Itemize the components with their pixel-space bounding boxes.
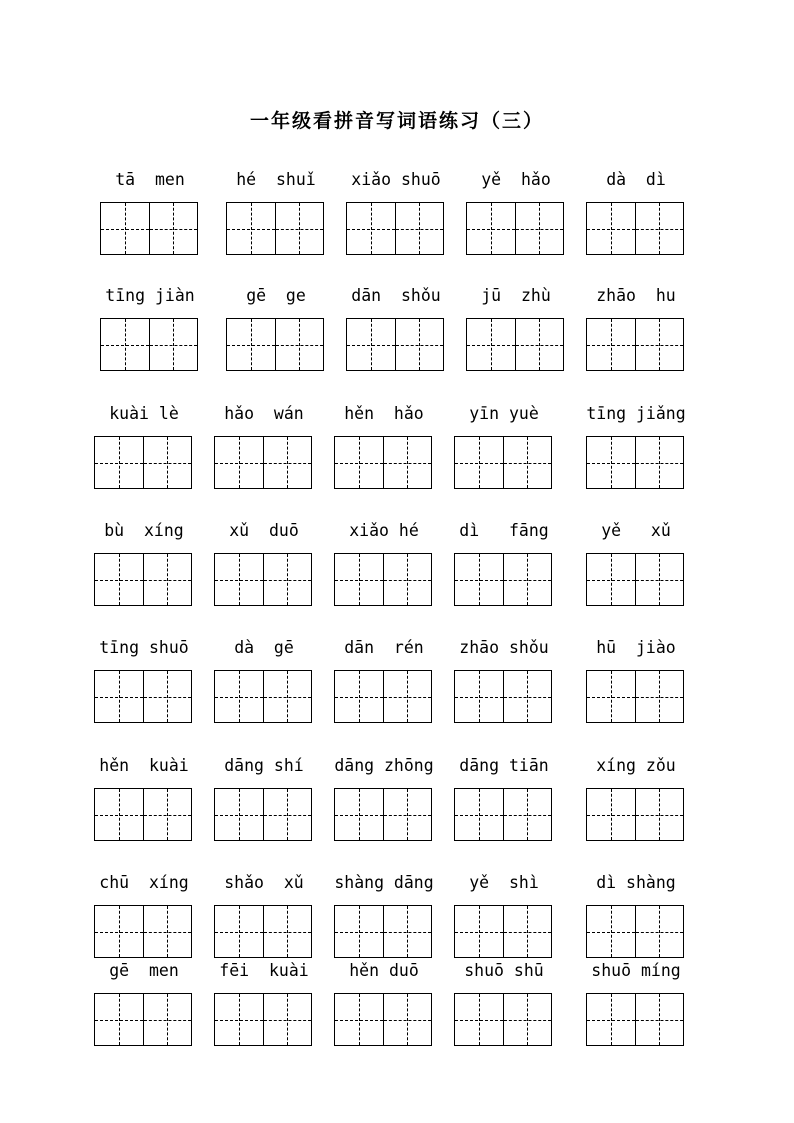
character-box[interactable] [263, 671, 312, 722]
word-item [454, 756, 554, 846]
word-item [94, 521, 194, 611]
pinyin-label: fēi kuài [219, 961, 309, 980]
pinyin-label: dān shǒu [351, 286, 441, 305]
word-item [466, 286, 566, 376]
word-item [334, 961, 434, 1051]
character-box[interactable] [143, 906, 192, 957]
pinyin-label: jū zhù [481, 286, 551, 305]
character-box[interactable] [395, 319, 444, 370]
word-item [94, 961, 194, 1051]
character-box[interactable] [149, 203, 198, 254]
character-box[interactable] [587, 203, 635, 254]
character-box[interactable] [587, 789, 635, 840]
character-box[interactable] [503, 789, 552, 840]
word-item [214, 638, 314, 728]
writing-grid [100, 318, 198, 371]
word-item [586, 756, 686, 846]
character-box[interactable] [635, 789, 684, 840]
character-box[interactable] [95, 789, 143, 840]
writing-grid [226, 318, 324, 371]
character-box[interactable] [383, 437, 432, 488]
character-box[interactable] [275, 319, 324, 370]
pinyin-label: gē ge [246, 286, 306, 305]
writing-grid [454, 670, 552, 723]
writing-grid [466, 202, 564, 255]
character-box[interactable] [263, 554, 312, 605]
pinyin-label: tā men [115, 170, 185, 189]
pinyin-label: dāng tiān [459, 756, 549, 775]
pinyin-label: dì fāng [459, 521, 549, 540]
character-box[interactable] [587, 437, 635, 488]
character-box[interactable] [263, 994, 312, 1045]
word-item [100, 170, 200, 260]
writing-grid [94, 905, 192, 958]
pinyin-label: dà gē [234, 638, 294, 657]
pinyin-label: bù xíng [104, 521, 184, 540]
word-item [466, 170, 566, 260]
word-item [586, 638, 686, 728]
character-box[interactable] [95, 437, 143, 488]
word-item [94, 638, 194, 728]
writing-grid [586, 553, 684, 606]
character-box[interactable] [455, 437, 503, 488]
writing-grid [334, 436, 432, 489]
character-box[interactable] [347, 203, 395, 254]
character-box[interactable] [503, 671, 552, 722]
character-box[interactable] [383, 789, 432, 840]
character-box[interactable] [455, 994, 503, 1045]
character-box[interactable] [95, 671, 143, 722]
character-box[interactable] [455, 671, 503, 722]
pinyin-label: shàng dāng [334, 873, 434, 892]
character-box[interactable] [227, 319, 275, 370]
character-box[interactable] [383, 906, 432, 957]
word-item [334, 873, 434, 963]
pinyin-label: yě hǎo [481, 170, 551, 189]
pinyin-label: hěn hǎo [344, 404, 424, 423]
character-box[interactable] [215, 994, 263, 1045]
pinyin-label: xǔ duō [229, 521, 299, 540]
character-box[interactable] [263, 789, 312, 840]
character-box[interactable] [149, 319, 198, 370]
word-item [214, 873, 314, 963]
word-item [334, 756, 434, 846]
writing-grid [466, 318, 564, 371]
character-box[interactable] [143, 994, 192, 1045]
writing-grid [94, 436, 192, 489]
word-item [454, 961, 554, 1051]
pinyin-label: kuài lè [109, 404, 179, 423]
character-box[interactable] [263, 906, 312, 957]
pinyin-label: dān rén [344, 638, 424, 657]
word-item [226, 170, 326, 260]
character-box[interactable] [143, 671, 192, 722]
writing-grid [454, 993, 552, 1046]
word-item [454, 638, 554, 728]
word-item [346, 170, 446, 260]
word-item [214, 961, 314, 1051]
pinyin-label: dāng shí [224, 756, 304, 775]
writing-grid [346, 318, 444, 371]
writing-grid [214, 905, 312, 958]
pinyin-label: xíng zǒu [596, 756, 676, 775]
character-box[interactable] [335, 671, 383, 722]
writing-grid [214, 788, 312, 841]
pinyin-label: hěn duō [349, 961, 419, 980]
pinyin-label: dà dì [606, 170, 666, 189]
pinyin-label: hé shuǐ [236, 170, 316, 189]
character-box[interactable] [335, 789, 383, 840]
character-box[interactable] [215, 554, 263, 605]
writing-grid [586, 788, 684, 841]
writing-grid [334, 553, 432, 606]
writing-grid [586, 670, 684, 723]
word-item [334, 521, 434, 611]
character-box[interactable] [101, 319, 149, 370]
character-box[interactable] [335, 994, 383, 1045]
character-box[interactable] [467, 203, 515, 254]
character-box[interactable] [227, 203, 275, 254]
writing-grid [94, 993, 192, 1046]
character-box[interactable] [143, 789, 192, 840]
writing-grid [454, 788, 552, 841]
character-box[interactable] [635, 671, 684, 722]
character-box[interactable] [455, 906, 503, 957]
character-box[interactable] [587, 554, 635, 605]
writing-grid [454, 436, 552, 489]
pinyin-label: tīng shuō [99, 638, 189, 657]
writing-grid [214, 553, 312, 606]
word-item [586, 404, 686, 494]
writing-grid [334, 993, 432, 1046]
word-item [346, 286, 446, 376]
writing-grid [334, 905, 432, 958]
word-item [94, 873, 194, 963]
character-box[interactable] [347, 319, 395, 370]
character-box[interactable] [383, 554, 432, 605]
pinyin-label: chū xíng [99, 873, 189, 892]
character-box[interactable] [587, 319, 635, 370]
writing-grid [586, 993, 684, 1046]
character-box[interactable] [101, 203, 149, 254]
character-box[interactable] [143, 437, 192, 488]
pinyin-label: yě xǔ [601, 521, 671, 540]
character-box[interactable] [95, 994, 143, 1045]
character-box[interactable] [383, 994, 432, 1045]
word-item [214, 404, 314, 494]
character-box[interactable] [215, 437, 263, 488]
writing-grid [346, 202, 444, 255]
character-box[interactable] [395, 203, 444, 254]
pinyin-label: tīng jiǎng [586, 404, 686, 423]
word-item [94, 756, 194, 846]
character-box[interactable] [95, 554, 143, 605]
pinyin-label: yě shì [469, 873, 539, 892]
word-item [334, 638, 434, 728]
pinyin-label: gē men [109, 961, 179, 980]
character-box[interactable] [503, 994, 552, 1045]
page-title: 一年级看拼音写词语练习（三） [249, 110, 544, 132]
character-box[interactable] [215, 671, 263, 722]
pinyin-label: hěn kuài [99, 756, 189, 775]
pinyin-label: xiǎo hé [349, 521, 419, 540]
word-item [100, 286, 200, 376]
writing-grid [214, 436, 312, 489]
character-box[interactable] [635, 437, 684, 488]
pinyin-label: yīn yuè [469, 404, 539, 423]
word-item [226, 286, 326, 376]
word-item [586, 961, 686, 1051]
pinyin-label: hū jiào [596, 638, 676, 657]
word-item [586, 873, 686, 963]
writing-grid [94, 670, 192, 723]
writing-grid [334, 670, 432, 723]
character-box[interactable] [263, 437, 312, 488]
writing-grid [454, 905, 552, 958]
character-box[interactable] [635, 906, 684, 957]
character-box[interactable] [503, 554, 552, 605]
writing-grid [100, 202, 198, 255]
pinyin-label: shǎo xǔ [224, 873, 304, 892]
character-box[interactable] [635, 994, 684, 1045]
writing-grid [586, 905, 684, 958]
pinyin-label: zhāo shǒu [459, 638, 549, 657]
pinyin-label: shuō shū [464, 961, 544, 980]
pinyin-label: dì shàng [596, 873, 676, 892]
pinyin-label: hǎo wán [224, 404, 304, 423]
writing-grid [226, 202, 324, 255]
word-item [454, 873, 554, 963]
word-item [586, 286, 686, 376]
character-box[interactable] [587, 994, 635, 1045]
character-box[interactable] [503, 906, 552, 957]
writing-grid [334, 788, 432, 841]
character-box[interactable] [335, 437, 383, 488]
character-box[interactable] [335, 906, 383, 957]
word-item [94, 404, 194, 494]
pinyin-label: tīng jiàn [105, 286, 195, 305]
writing-grid [214, 670, 312, 723]
pinyin-label: zhāo hu [596, 286, 676, 305]
character-box[interactable] [143, 554, 192, 605]
word-item [454, 521, 554, 611]
character-box[interactable] [635, 203, 684, 254]
writing-grid [586, 436, 684, 489]
word-item [214, 521, 314, 611]
character-box[interactable] [455, 554, 503, 605]
word-item [586, 521, 686, 611]
word-item [454, 404, 554, 494]
character-box[interactable] [95, 906, 143, 957]
character-box[interactable] [515, 203, 564, 254]
character-box[interactable] [215, 789, 263, 840]
pinyin-label: shuō míng [591, 961, 681, 980]
character-box[interactable] [635, 554, 684, 605]
pinyin-label: dāng zhōng [334, 756, 434, 775]
writing-grid [586, 202, 684, 255]
word-item [334, 404, 434, 494]
character-box[interactable] [455, 789, 503, 840]
character-box[interactable] [467, 319, 515, 370]
character-box[interactable] [587, 671, 635, 722]
writing-grid [94, 788, 192, 841]
writing-grid [454, 553, 552, 606]
writing-grid [94, 553, 192, 606]
character-box[interactable] [335, 554, 383, 605]
character-box[interactable] [383, 671, 432, 722]
character-box[interactable] [275, 203, 324, 254]
character-box[interactable] [215, 906, 263, 957]
character-box[interactable] [515, 319, 564, 370]
writing-grid [214, 993, 312, 1046]
character-box[interactable] [503, 437, 552, 488]
pinyin-label: xiǎo shuō [351, 170, 441, 189]
word-item [214, 756, 314, 846]
writing-grid [586, 318, 684, 371]
word-item [586, 170, 686, 260]
character-box[interactable] [587, 906, 635, 957]
character-box[interactable] [635, 319, 684, 370]
